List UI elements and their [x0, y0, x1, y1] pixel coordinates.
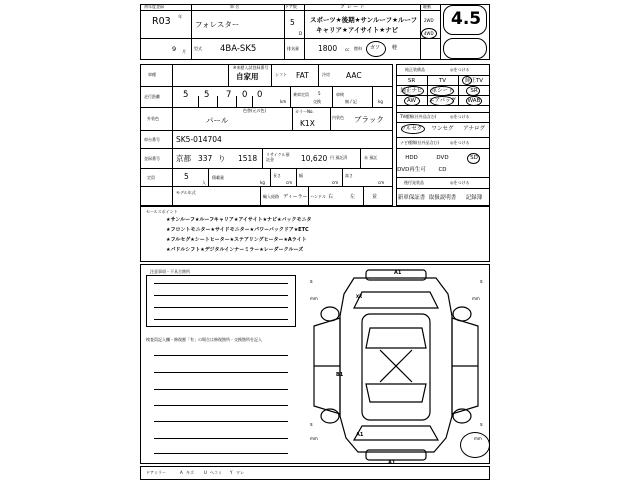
tv-type: アナログ [462, 126, 485, 132]
selected-mark [466, 86, 480, 96]
door-count: 5 [290, 18, 295, 27]
sales-point-line: ★フロントモニター★サイドモニター★パワーバックドア★ETC [166, 227, 309, 233]
header-frame [140, 4, 490, 60]
legend-item: ヘコミ [210, 470, 222, 475]
displacement: 1800 [318, 44, 338, 53]
plate-kana: り [218, 154, 226, 163]
after-item: 取扱説明書 [428, 195, 457, 201]
evaluation-score: 4.5 [451, 9, 482, 29]
shift-type: FAT [296, 71, 309, 80]
color-code: K1X [300, 119, 315, 128]
legend-item: ワレ [236, 470, 244, 475]
auction-inspection-sheet: 初年度登録 R03 年 9 月 車 名 フォレスター 型式 4BA-SK5 ドア数 5 D グ レ ー ド スポーツ★後期★サンルーフ★ルーフ キャリア★アイサイト★ナビ 排気量 1800 cc 燃料 ガソ 軽 駆動 2WD 4WD 4.5 車種 ※来歴入試登録番号 自家用 シフト FAT 冷房 AAC 走行距離 5 5 7 0 0 km 乗車定員 5 交換 車検 無 / 記 kg 外装色 色替(元の色) パール カラーNo. K1X 内装色 ブラック 車台番号 SK5-014704 登録番号 京都 337 り 1518 リサイクル預託金 10,620 円 預託済 未 預託 定員 5 人 積載量 kg 長さ cm 幅 cm 高さ cm モデル年式 輸入経路 ディーラー ハンドル 右 左 並 純正装備品 ◎をつける SR TV 純正TV 純正ナビ 革シート SR AW エアバッグ WAB TV種類(社外品含む) ◎をつける フルセグ ワンセグ アナログ ナビ種類(社外品含む) ◎をつける HDD DVD SD DVD再生可 CD 後付発装品 ◎をつける 新車保証書 取扱説明書 記録簿 セールスポイント ★サンルーフ★ルーフキャリア★アイサイト★ナビ★バックモニタ ★フロントモニター★サイドモニター★パワーバックドア★ETC ★フルセグ★シートヒーター★ステアリングヒーター★Aライト ★パドルシフト★デジタルインナーミラー★レーダークルーズ 注意事項・不具合箇所 検査員記入欄・修復歴「有」の場合は修復箇所・交換箇所を記入 A1 XX B1 A1 A1 s mm s mm s mm s mm ドアミラー A キズ U ヘコミ Y ワレ [120, 0, 500, 480]
model-code: 4BA-SK5 [220, 44, 257, 54]
plate-class: 337 [198, 154, 213, 163]
damage-mark: A1 [394, 270, 402, 276]
registration-month: 9 [172, 45, 177, 53]
sales-points-frame [140, 206, 490, 262]
tv-type: フルセグ [400, 126, 423, 132]
selected-mark [404, 96, 420, 106]
navi-type: DVD再生可 [397, 167, 426, 173]
interior-color: ブラック [354, 115, 384, 124]
mileage-digit: 0 [257, 90, 263, 100]
legend-item: ドアミラー [146, 470, 166, 475]
selected-mark [430, 86, 454, 96]
selected-mark [430, 96, 454, 106]
tire-circle [460, 432, 490, 458]
option-aw: AW [407, 98, 416, 104]
navi-type: SD [470, 155, 478, 161]
sales-point-line: ★パドルシフト★デジタルインナーミラー★レーダークルーズ [166, 247, 304, 253]
selected-mark [402, 86, 424, 96]
option-oem-navi: 純正ナビ [400, 88, 423, 94]
damage-mark: A1 [388, 460, 396, 466]
navi-type: DVD [436, 155, 449, 161]
navi-type: CD [438, 167, 447, 173]
sales-points-title: セールスポイント [146, 209, 178, 214]
car-name: フォレスター [195, 20, 240, 29]
option-leather: 革シート [431, 88, 454, 94]
interior-score-box [443, 38, 487, 59]
plate-region: 京都 [176, 154, 191, 163]
fuel-gasoline: ガソ [370, 45, 381, 51]
legend-item: キズ [186, 470, 194, 475]
damage-mark: A1 [356, 432, 364, 438]
option-wab: WAB [467, 98, 481, 104]
notes-title: 注意事項・不具合箇所 [150, 269, 190, 274]
car-name-label: 車 名 [230, 4, 240, 9]
option-airbag: エアバッグ [428, 98, 457, 104]
damage-mark: B1 [336, 372, 344, 378]
sales-point-line: ★サンルーフ★ルーフキャリア★アイサイト★ナビ★バックモニタ [166, 217, 312, 223]
grade-line-2: キャリア★アイサイト★ナビ [316, 26, 399, 34]
mileage-digit: 7 [226, 90, 232, 100]
mileage-digit: 0 [242, 90, 248, 100]
after-item: 記録簿 [465, 195, 483, 201]
mileage-digit: 5 [204, 90, 210, 100]
ac-type: AAC [346, 71, 362, 80]
damage-mark: XX [356, 294, 363, 299]
exterior-color: パール [206, 116, 229, 125]
glass-mark: s [310, 422, 313, 428]
option-tv: TV [438, 78, 447, 84]
registration-year: R03 [152, 16, 171, 27]
after-item: 新車保証書 [397, 195, 426, 201]
first-registration-label: 初年度登録 [144, 4, 164, 9]
option-sunroof: SR [470, 88, 478, 94]
navi-type: HDD [405, 155, 418, 161]
glass-mark: s [310, 279, 313, 285]
selected-mark [467, 153, 480, 164]
car-body-diagram [306, 266, 486, 462]
drive-4wd: 4WD [424, 31, 434, 36]
grade-line-1: スポーツ★後期★サンルーフ★ルーフ [310, 16, 418, 24]
selected-mark [466, 96, 482, 106]
plate-number: 1518 [238, 154, 258, 163]
selected-mark [462, 76, 472, 85]
sales-point-line: ★フルセグ★シートヒーター★ステアリングヒーター★Aライト [166, 237, 307, 243]
usage-type: 自家用 [236, 72, 259, 81]
tv-type: ワンセグ [431, 126, 454, 132]
chassis-number: SK5-014704 [176, 135, 222, 144]
inspector-title: 検査員記入欄・修復歴「有」の場合は修復箇所・交換箇所を記入 [146, 337, 262, 342]
mileage-digit: 5 [183, 90, 189, 100]
glass-mark: s [480, 422, 483, 428]
recycle-amount: 10,620 [301, 154, 328, 163]
option-oem-tv: 純正TV [464, 78, 484, 84]
passenger-capacity: 5 [184, 172, 189, 181]
option-sr: SR [407, 78, 416, 84]
glass-mark: s [480, 279, 483, 285]
selected-mark [401, 124, 425, 134]
